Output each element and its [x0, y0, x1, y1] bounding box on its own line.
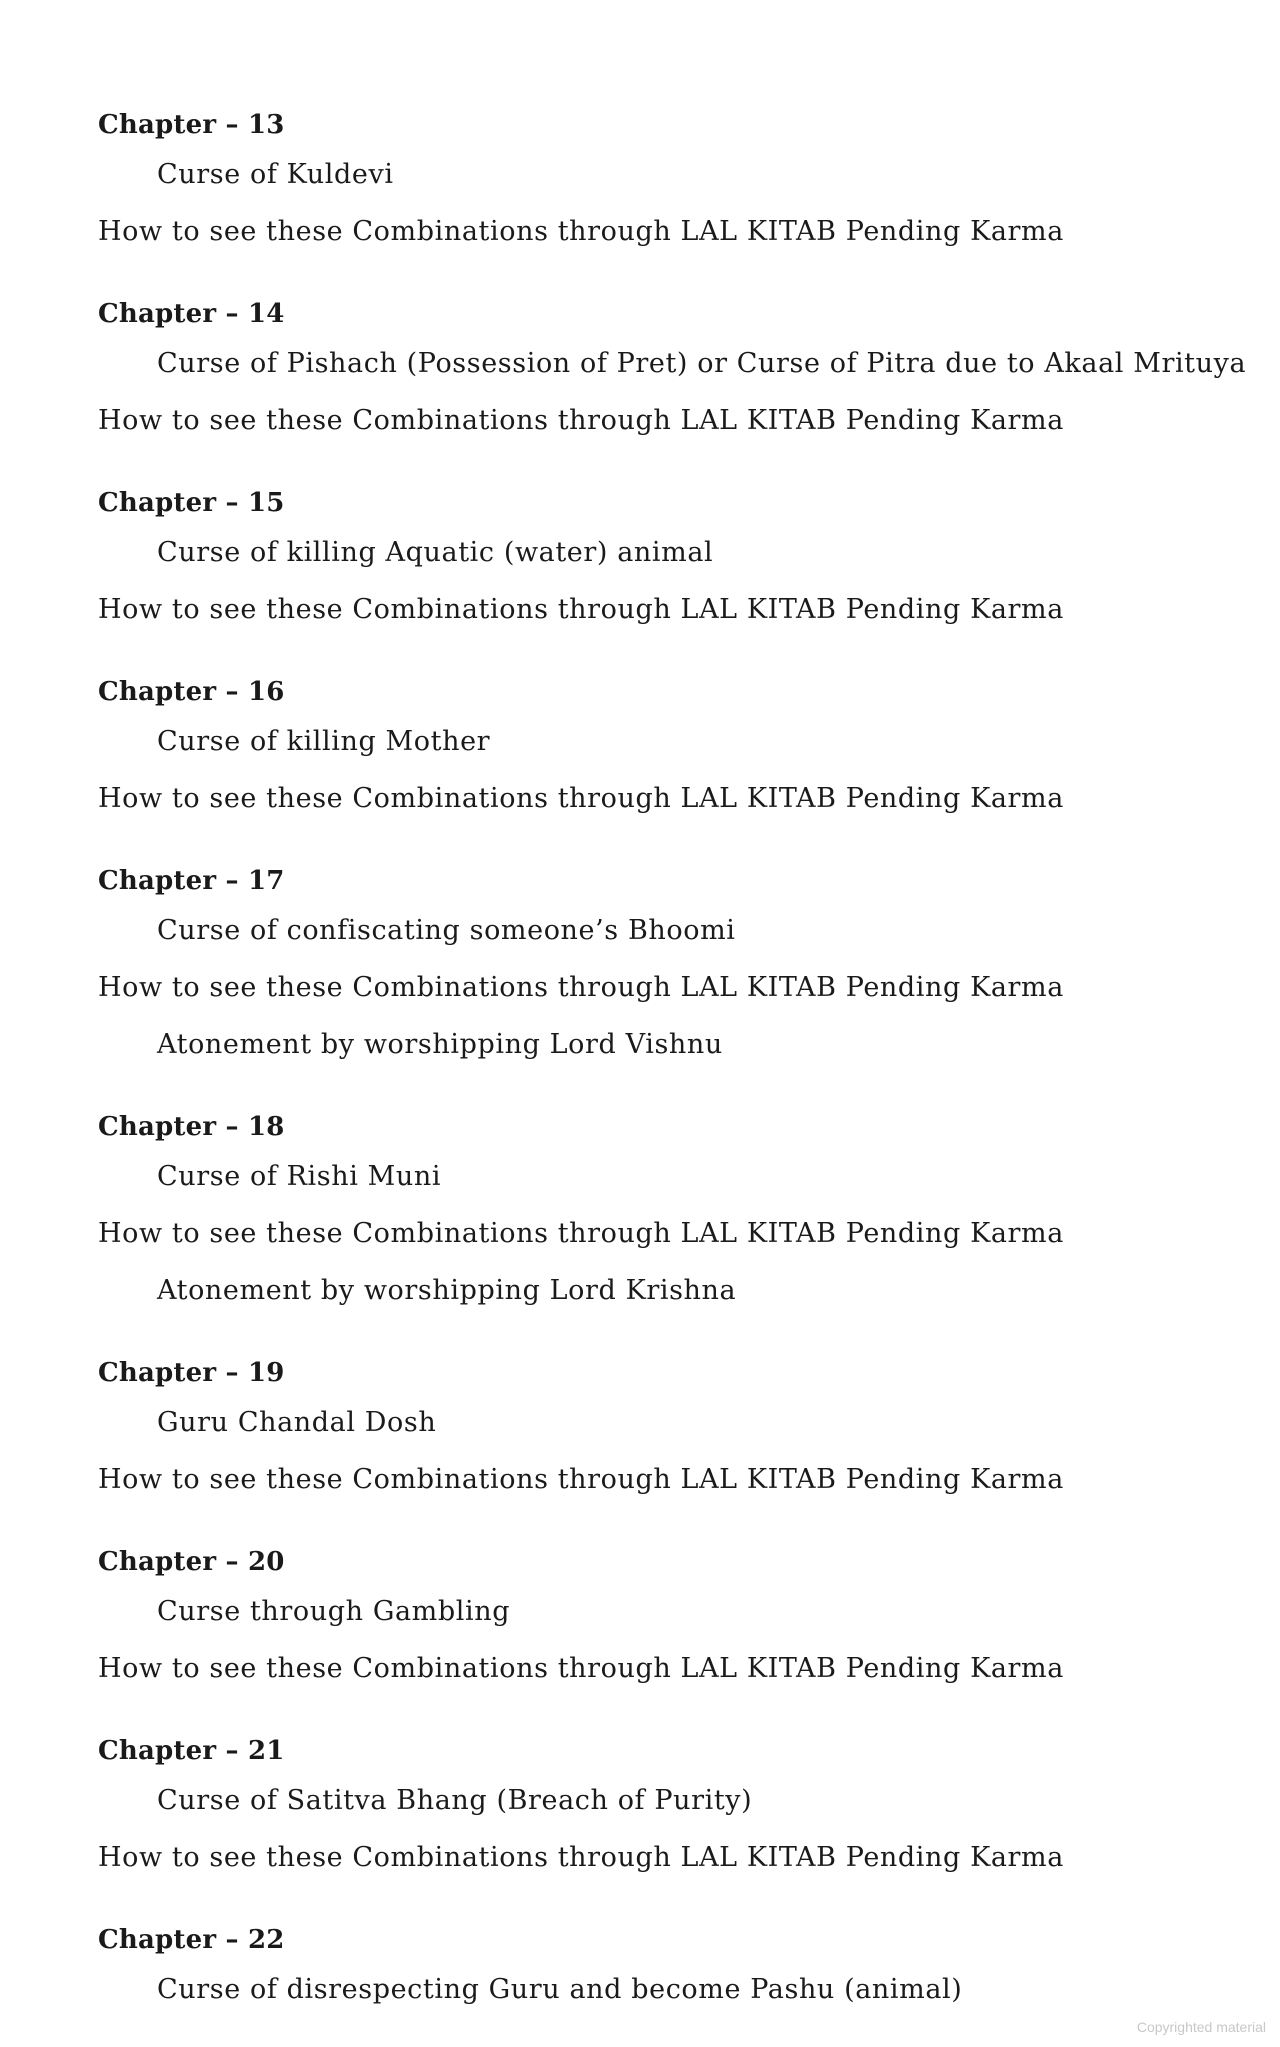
- toc-entry-subline: How to see these Combinations through LAL KITAB Pending Karma: [98, 783, 1064, 814]
- chapter-section: [98, 860, 1198, 1073]
- toc-entry-subline: How to see these Combinations through LAL KITAB Pending Karma: [98, 1218, 1064, 1249]
- chapter-heading: Chapter – 17: [98, 866, 285, 896]
- chapter-heading: Chapter – 16: [98, 677, 285, 707]
- chapter-heading: Chapter – 15: [98, 488, 285, 518]
- chapter-heading: Chapter – 19: [98, 1358, 285, 1388]
- toc-entry-title: Curse of Satitva Bhang (Breach of Purity): [157, 1785, 753, 1816]
- table-of-contents: [98, 104, 1247, 2018]
- chapter-heading: Chapter – 22: [98, 1925, 285, 1955]
- toc-entry-subline: How to see these Combinations through LAL KITAB Pending Karma: [98, 594, 1064, 625]
- toc-entry-title: Guru Chandal Dosh: [157, 1407, 437, 1438]
- toc-entry-title: Curse of Kuldevi: [157, 159, 394, 190]
- toc-entry-title: Curse of Pishach (Possession of Pret) or Curse of Pitra due to Akaal Mrituya: [157, 348, 1247, 379]
- toc-entry-subline: How to see these Combinations through LAL KITAB Pending Karma: [98, 1842, 1064, 1873]
- toc-entry-subline: How to see these Combinations through LAL KITAB Pending Karma: [98, 1653, 1064, 1684]
- chapter-heading: Chapter – 13: [98, 110, 285, 140]
- chapter-section: [98, 1106, 1198, 1319]
- chapter-section: [98, 1352, 1198, 1508]
- toc-entry-title: Curse of confiscating someone’s Bhoomi: [157, 915, 736, 946]
- toc-entry-subline: How to see these Combinations through LAL KITAB Pending Karma: [98, 972, 1064, 1003]
- chapter-section: [98, 1919, 1198, 2018]
- chapter-heading: Chapter – 20: [98, 1547, 285, 1577]
- chapter-heading: Chapter – 18: [98, 1112, 285, 1142]
- toc-entry-title: Atonement by worshipping Lord Vishnu: [157, 1029, 723, 1060]
- chapter-heading: Chapter – 14: [98, 299, 285, 329]
- toc-entry-title: Curse of disrespecting Guru and become Pashu (animal): [157, 1974, 963, 2005]
- toc-entry-title: Curse of Rishi Muni: [157, 1161, 442, 1192]
- chapter-section: [98, 482, 1198, 638]
- toc-entry-title: Curse through Gambling: [157, 1596, 511, 1627]
- chapter-section: [98, 293, 1247, 449]
- chapter-section: [98, 671, 1198, 827]
- chapter-section: [98, 1541, 1198, 1697]
- toc-entry-subline: How to see these Combinations through LAL KITAB Pending Karma: [98, 405, 1064, 436]
- chapter-section: [98, 104, 1198, 260]
- chapter-heading: Chapter – 21: [98, 1736, 285, 1766]
- chapter-section: [98, 1730, 1198, 1886]
- toc-entry-title: Curse of killing Mother: [157, 726, 491, 757]
- toc-entry-subline: How to see these Combinations through LAL KITAB Pending Karma: [98, 1464, 1064, 1495]
- toc-entry-title: Curse of killing Aquatic (water) animal: [157, 537, 714, 568]
- toc-entry-title: Atonement by worshipping Lord Krishna: [157, 1275, 737, 1306]
- toc-entry-subline: How to see these Combinations through LAL KITAB Pending Karma: [98, 216, 1064, 247]
- copyright-watermark: Copyrighted material: [1136, 2019, 1266, 2035]
